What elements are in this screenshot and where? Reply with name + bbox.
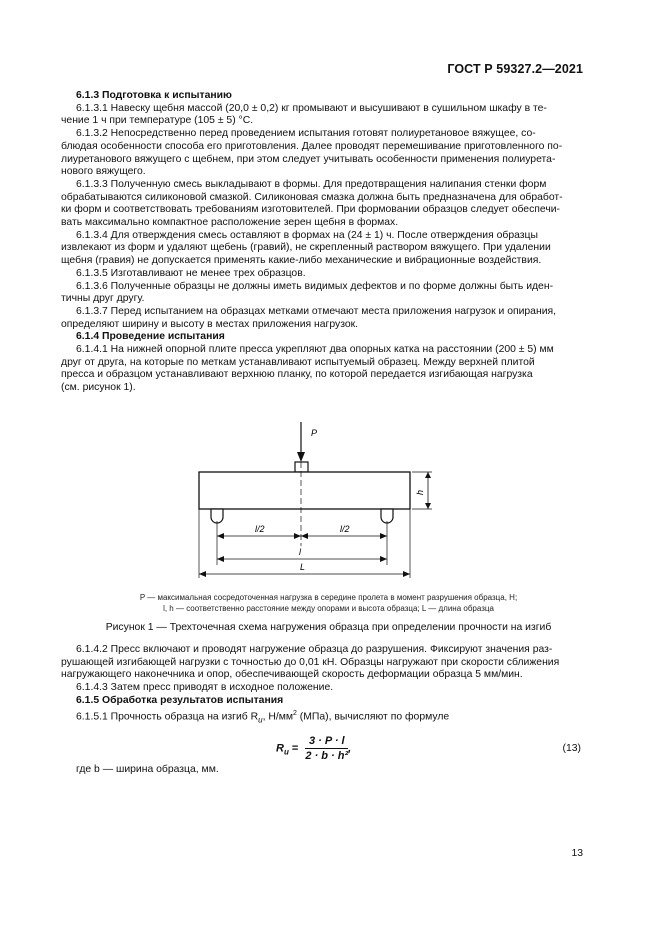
legend-line: l, h — соответственно расстояние между опорами и высота образца; L — длина образца (163, 603, 494, 613)
label-P: P (311, 428, 318, 438)
para-6-1-4-1 (61, 344, 581, 395)
text-line: обрабатываются силиконовой смазкой. Силиконовая смазка должна быть предназначена для обработ- (61, 191, 563, 203)
top-loading-block (295, 462, 308, 472)
label-L: L (300, 562, 306, 572)
where-clause: где b — ширина образца, мм. (76, 764, 219, 775)
document-body-continued (61, 644, 581, 727)
three-point-bending-diagram (180, 418, 450, 588)
para-6-1-4-3: 6.1.4.3 Затем пресс приводят в исходное положение. (76, 682, 334, 694)
legend-line: P — максимальная сосредоточенная нагрузка в середине пролета в момент разрушения образца, Н; (139, 593, 518, 602)
text-line: 6.1.3.7 Перед испытанием на образцах метками отмечают места приложения нагрузок и опирания, (76, 305, 557, 317)
text: (МПа), вычисляют по формуле (296, 710, 450, 722)
text-line: тичны друг другу. (61, 293, 145, 305)
section-title-6-1-3: 6.1.3 Подготовка к испытанию (76, 90, 232, 101)
text-line: определяют ширину и высоту в местах приложения нагрузок. (61, 318, 359, 330)
superscript: 2 (293, 709, 297, 717)
arrow (380, 556, 387, 562)
para-6-1-3-2 (61, 128, 581, 179)
label-h: h (415, 489, 425, 495)
right-support-roller (381, 509, 393, 523)
para-6-1-5-1 (76, 708, 581, 727)
para-6-1-3-5: 6.1.3.5 Изготавливают не менее трех образцов. (76, 267, 306, 279)
para-6-1-3-1 (61, 102, 581, 128)
text-line: 6.1.3.6 Полученные образцы не должны иметь видимых дефектов и по форме должны быть иден- (76, 280, 554, 292)
figure-title: Рисунок 1 — Трехточечная схема нагружения образца при определении прочности на изгиб (105, 622, 552, 633)
section-title-6-1-4: 6.1.4 Проведение испытания (76, 331, 225, 343)
text-line: 6.1.3.3 Полученную смесь выкладывают в формы. Для предотвращения налипания стенки форм (76, 178, 547, 190)
text-line: нового вяжущего. (61, 166, 146, 178)
document-body (61, 90, 581, 395)
label-l: l (299, 547, 301, 557)
text-line: блюдая особенности способа его приготовления. Далее проводят перемешивание приготовленного по- (61, 140, 563, 152)
text-line: ки форм и соответствовать требованиям изготовителей. При формовании образцов следует обеспечи- (61, 204, 561, 216)
formula-end: , (348, 742, 352, 755)
text-line: друг от друга, на которые по меткам устанавливают испытуемый образец. Между верхней плитой (61, 356, 535, 368)
para-6-1-3-3 (61, 178, 581, 230)
para-6-1-3-4 (61, 229, 581, 268)
text-line: лиуретанового вяжущего с щебнем, при этом следует учитывать особенности применения полиурета- (61, 153, 556, 165)
text-line: вать максимально компактное расположение зерен щебня в формах. (61, 217, 399, 229)
formula-fraction (305, 735, 348, 762)
formula-lhs-sub: u (283, 747, 289, 757)
text-line: чение 1 ч при температуре (105 ± 5) °С. (61, 115, 254, 127)
doc-code-header: ГОСТ Р 59327.2—2021 (447, 62, 583, 76)
text-line: рушающей изгибающей нагрузки с точностью до 0,01 кН. Образцы нагружают при скорости сближения (61, 656, 560, 668)
h-arrow-top (425, 472, 431, 478)
para-6-1-3-7 (61, 305, 581, 331)
arrow (380, 533, 387, 539)
text-line: 6.1.4.2 Пресс включают и проводят нагружение образца до разрушения. Фиксируют значения раз- (76, 644, 553, 655)
load-arrow-head (297, 452, 305, 462)
label-l2-right: l/2 (340, 524, 350, 534)
arrow (217, 556, 224, 562)
arrow (403, 571, 410, 577)
text-line: нагружающего наконечника и опор, обеспечивающей скорость деформации образца 5 мм/мин. (61, 669, 523, 681)
left-support-roller (211, 509, 223, 523)
formula-denominator: 2 · b · h² (305, 750, 349, 762)
text-line: 6.1.3.2 Непосредственно перед проведением испытания готовят полиуретановое вяжущее, со- (76, 128, 536, 140)
h-arrow-bottom (425, 503, 431, 509)
formula-lhs: R (276, 742, 284, 755)
arrow (301, 533, 308, 539)
arrow (217, 533, 224, 539)
subscript: u (258, 715, 263, 725)
text-line: 6.1.3.4 Для отверждения смесь оставляют в формах на (24 ± 1) ч. После отверждения образцы (76, 229, 538, 241)
specimen-beam (199, 472, 410, 509)
text: 6.1.5.1 Прочность образца на изгиб R (76, 710, 259, 722)
para-6-1-4-2 (61, 644, 581, 682)
formula-numerator: 3 · P · l (305, 735, 348, 749)
text: , Н/мм (262, 710, 294, 722)
figure-legend (76, 593, 581, 614)
text-line: извлекают из форм и удаляют щебень (гравий), не скрепленный раствором вяжущего. При удалении (61, 242, 551, 254)
text-line: 6.1.4.1 На нижней опорной плите пресса укрепляют два опорных катка на расстоянии (200 ± 5) мм (76, 344, 554, 356)
text-line: пресса и образцом устанавливают верхнюю планку, по которой передается изгибающая нагрузка (61, 369, 533, 381)
text-line: 6.1.3.1 Навеску щебня массой (20,0 ± 0,2) кг промывают и высушивают в сушильном шкафу в те- (76, 102, 547, 114)
equation-number: (13) (562, 743, 581, 754)
text-line: щебня (гравия) не допускается применять какие-либо механические и вибрационные воздействия. (61, 255, 542, 267)
arrow (294, 533, 301, 539)
formula (276, 735, 351, 762)
arrow (199, 571, 206, 577)
label-l2-left: l/2 (255, 524, 265, 534)
para-6-1-3-6 (61, 280, 581, 306)
text-line: (см. рисунок 1). (61, 382, 136, 394)
page-number: 13 (571, 848, 583, 859)
formula-equals: = (288, 742, 302, 755)
section-title-6-1-5: 6.1.5 Обработка результатов испытания (76, 694, 284, 706)
